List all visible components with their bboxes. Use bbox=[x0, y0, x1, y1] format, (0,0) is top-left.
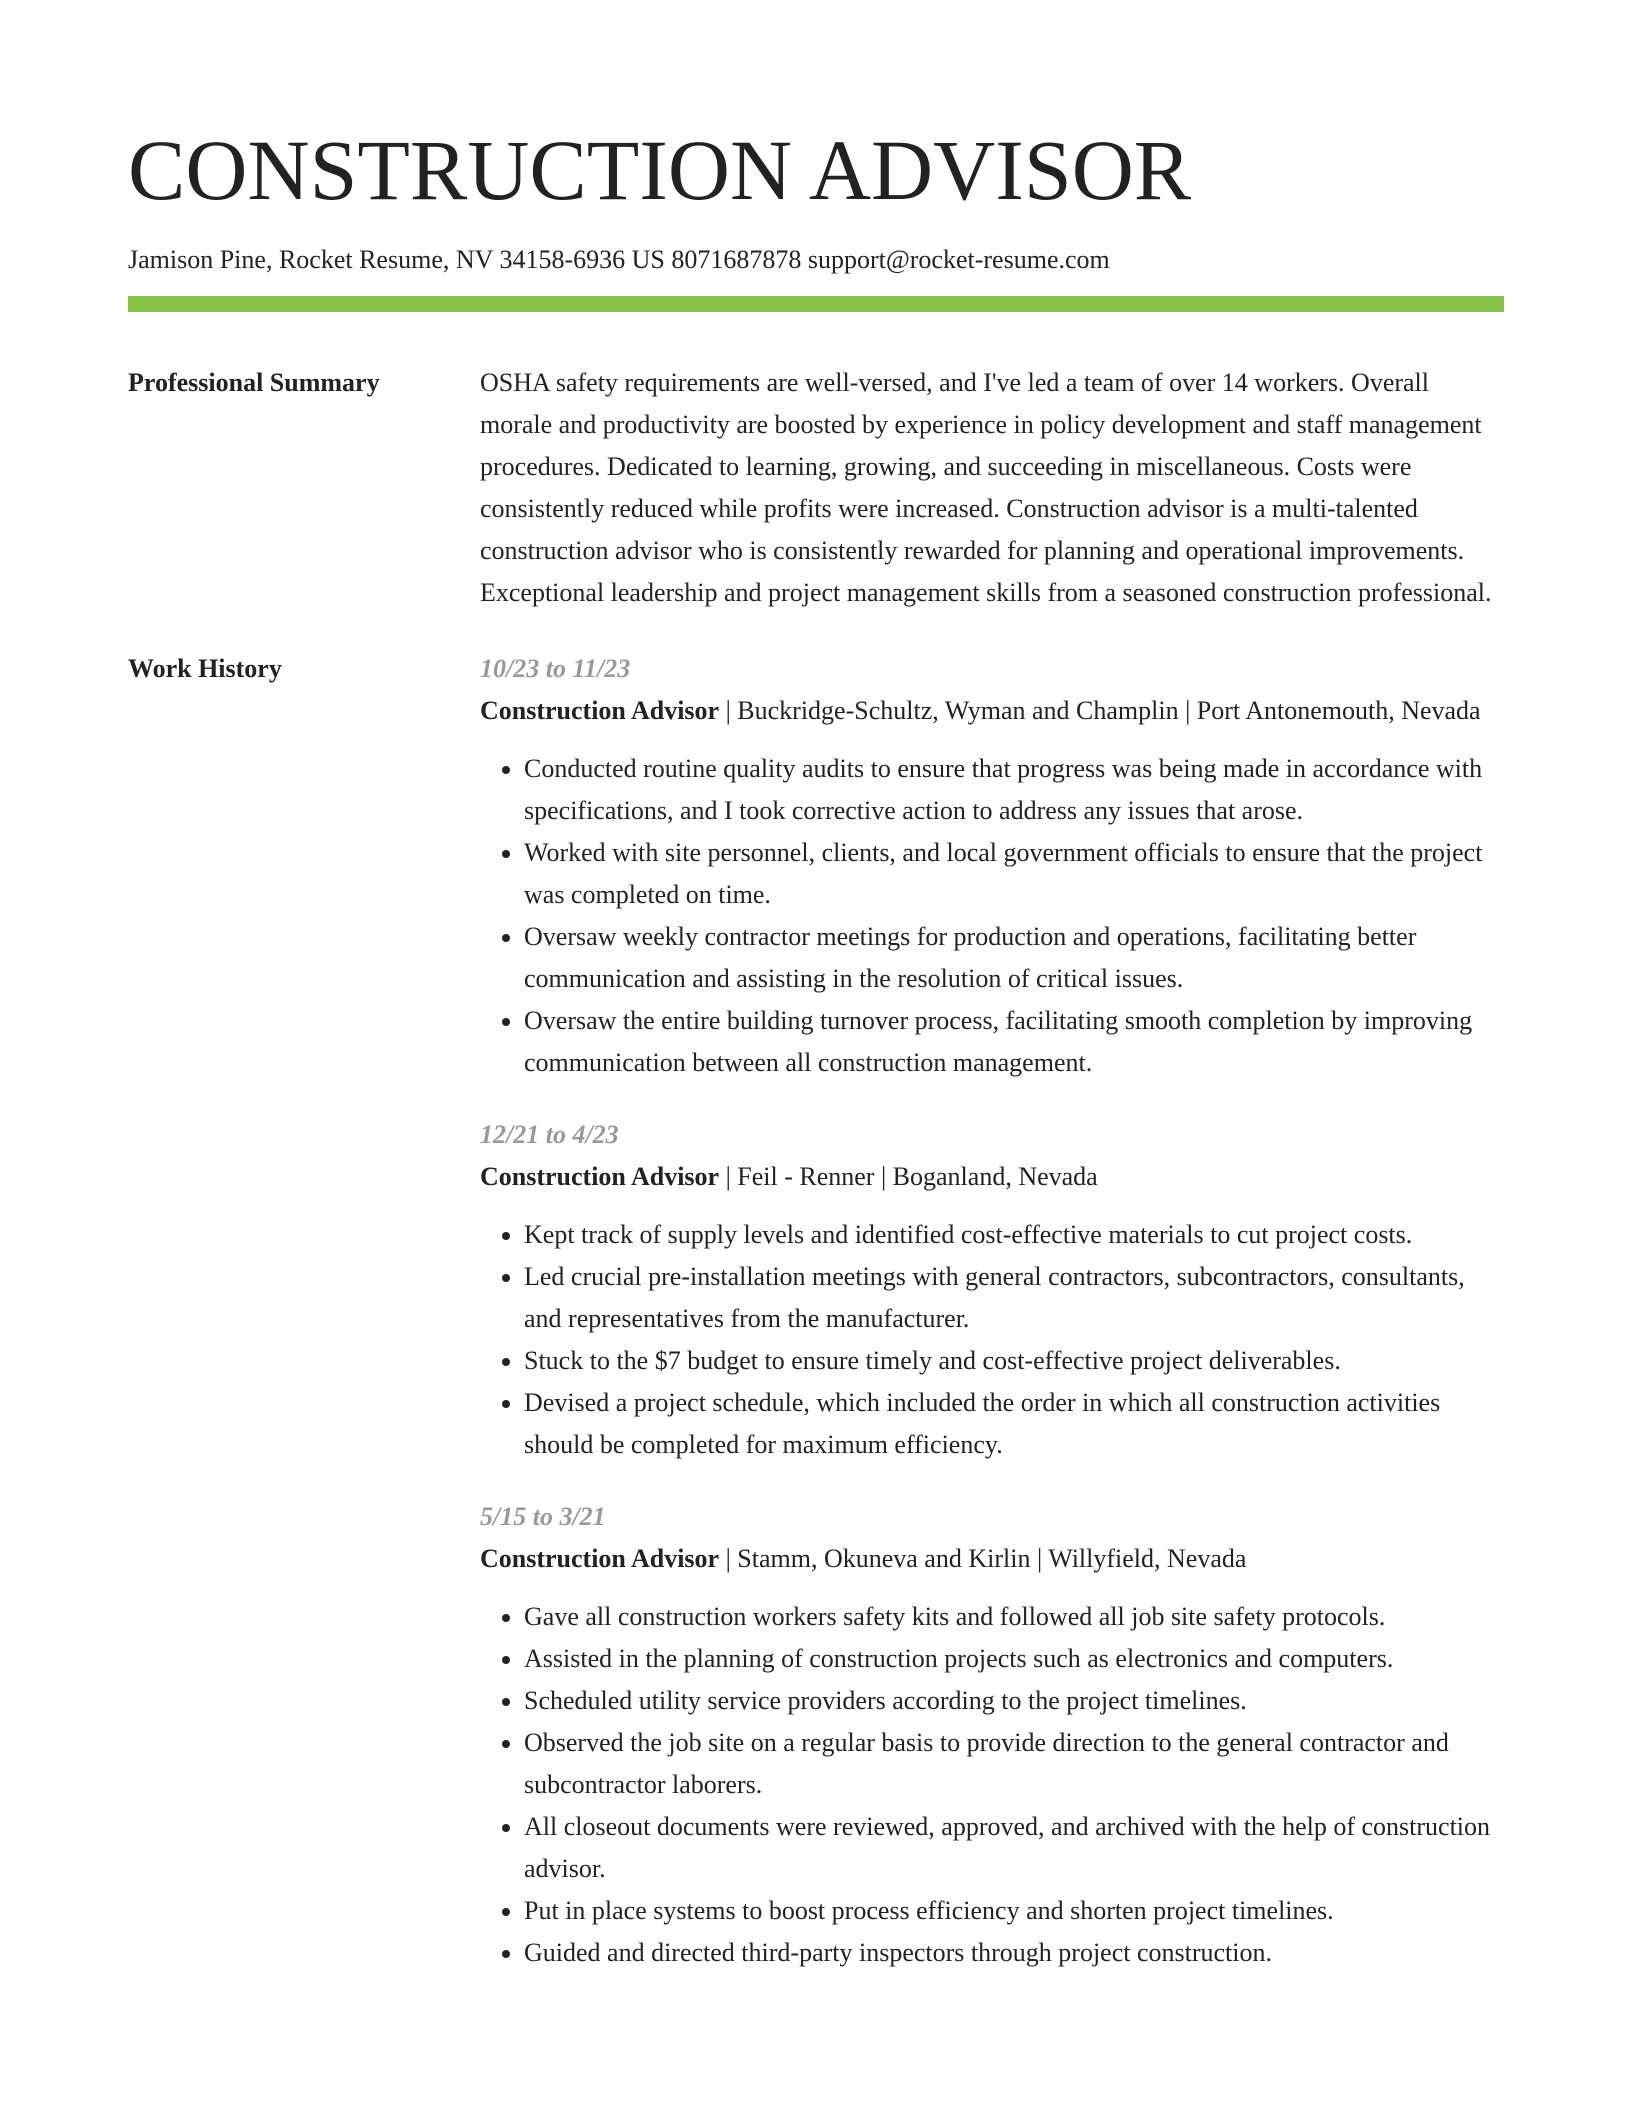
job-heading bbox=[480, 690, 1504, 732]
section-label-work-history: Work History bbox=[128, 654, 282, 683]
job-bullet: • Scheduled utility service providers according to the project timelines. bbox=[524, 1680, 1504, 1722]
job-dates: 10/23 to 11/23 bbox=[480, 654, 631, 683]
job-bullet: • All closeout documents were reviewed, approved, and archived with the help of construction advisor. bbox=[524, 1806, 1504, 1890]
work-history-body bbox=[480, 648, 1504, 2004]
job-bullet: • Put in place systems to boost process efficiency and shorten project timelines. bbox=[524, 1890, 1504, 1932]
job-entry bbox=[480, 648, 1504, 1084]
job-bullet-list bbox=[480, 1214, 1504, 1466]
summary-body bbox=[480, 362, 1504, 614]
job-bullet: • Oversaw weekly contractor meetings for production and operations, facilitating better communication and assisting in the resolution of critical issues. bbox=[524, 916, 1504, 1000]
job-bullet: • Kept track of supply levels and identified cost-effective materials to cut project costs. bbox=[524, 1214, 1504, 1256]
job-heading bbox=[480, 1156, 1504, 1198]
contact-line: Jamison Pine, Rocket Resume, NV 34158-6936 US 8071687878 support@rocket-resume.com bbox=[128, 245, 1110, 274]
job-bullet: • Observed the job site on a regular basis to provide direction to the general contractor and subcontractor laborers. bbox=[524, 1722, 1504, 1806]
job-title: Construction Advisor bbox=[480, 1544, 720, 1573]
job-bullet: • Worked with site personnel, clients, and local government officials to ensure that the project was completed on time. bbox=[524, 832, 1504, 916]
professional-summary-section bbox=[128, 362, 1504, 614]
job-bullet: • Assisted in the planning of construction projects such as electronics and computers. bbox=[524, 1638, 1504, 1680]
job-dates: 12/21 to 4/23 bbox=[480, 1120, 619, 1149]
job-bullet: • Oversaw the entire building turnover process, facilitating smooth completion by improving communication between all construction management. bbox=[524, 1000, 1504, 1084]
job-entry bbox=[480, 1496, 1504, 1974]
job-heading bbox=[480, 1538, 1504, 1580]
job-details: | Buckridge-Schultz, Wyman and Champlin | Port Antonemouth, Nevada bbox=[719, 696, 1481, 725]
job-bullet: • Guided and directed third-party inspectors through project construction. bbox=[524, 1932, 1504, 1974]
job-title: Construction Advisor bbox=[480, 696, 720, 725]
job-bullet: • Conducted routine quality audits to ensure that progress was being made in accordance with specifications, and I took corrective action to address any issues that arose. bbox=[524, 748, 1504, 832]
job-title: Construction Advisor bbox=[480, 1162, 720, 1191]
job-details: | Feil - Renner | Boganland, Nevada bbox=[719, 1162, 1098, 1191]
job-details: | Stamm, Okuneva and Kirlin | Willyfield, Nevada bbox=[719, 1544, 1247, 1573]
job-bullet: • Devised a project schedule, which included the order in which all construction activities should be completed for maximum efficiency. bbox=[524, 1382, 1504, 1466]
section-label-summary: Professional Summary bbox=[128, 368, 380, 397]
work-history-section bbox=[128, 648, 1504, 2004]
job-bullet-list bbox=[480, 748, 1504, 1084]
accent-divider bbox=[128, 296, 1504, 312]
job-bullet-list bbox=[480, 1596, 1504, 1974]
job-bullet: • Led crucial pre-installation meetings with general contractors, subcontractors, consultants, and representatives from the manufacturer. bbox=[524, 1256, 1504, 1340]
job-bullet: • Gave all construction workers safety kits and followed all job site safety protocols. bbox=[524, 1596, 1504, 1638]
resume-title: CONSTRUCTION ADVISOR bbox=[128, 122, 1192, 218]
job-dates: 5/15 to 3/21 bbox=[480, 1502, 606, 1531]
summary-text: OSHA safety requirements are well-versed, and I've led a team of over 14 workers. Overall morale and productivity are boosted by experience in policy development and staff management procedures. Dedicated to learning, growing, and succeeding in miscellaneous. Costs were consistently reduced while profits were increased. Construction advisor is a multi-talented construction advisor who is consistently rewarded for planning and operational improvements. Exceptional leadership and project management skills from a seasoned construction professional. bbox=[480, 368, 1492, 607]
job-entry bbox=[480, 1114, 1504, 1466]
job-bullet: • Stuck to the $7 budget to ensure timely and cost-effective project deliverables. bbox=[524, 1340, 1504, 1382]
resume-page bbox=[128, 0, 1504, 2004]
